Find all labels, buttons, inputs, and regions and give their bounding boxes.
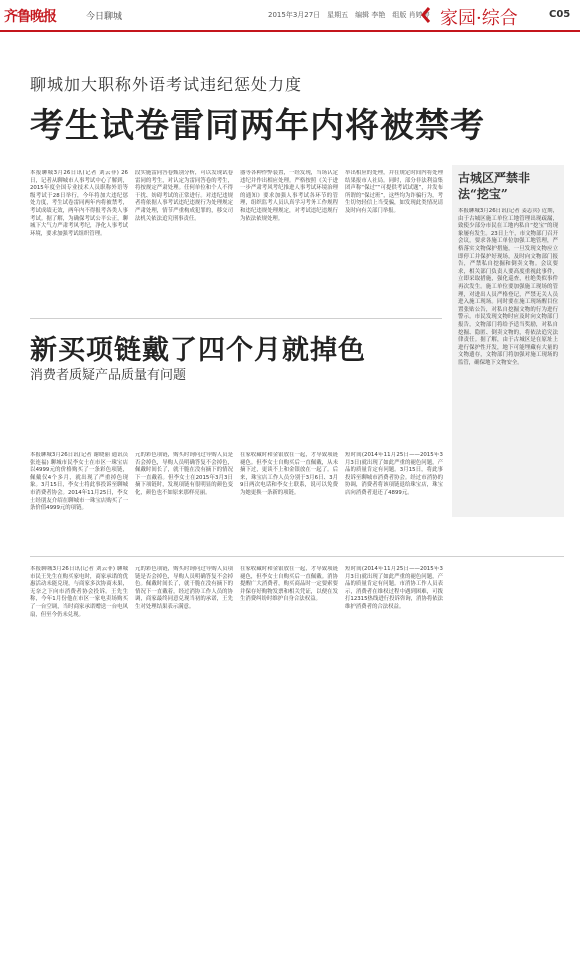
story2-subhead: 消费者质疑产品质量有问题 <box>30 368 187 383</box>
story2-column-4: 短时间(2014年11月25日——2015年3月3日)就出现了如此严重的褪色问题，产品的质量肯定有问题。3月15日，将此事投诉至聊城市消费者协会。经过市消协的协调，消费者将该项链退给珠宝店，珠宝店向消费者退还了4899元。 <box>345 452 443 496</box>
story1-column-2: 段实施雷同答卷甄别分析，可以发现试卷雷同的考生，对认定为雷同答卷的考生，将按规定严肃处理。任何单位和个人不得干扰、妨碍考试的正常进行。对违纪违规者将依据人事考试违纪违规行为处理规定严肃处理，情节严重构成犯罪的，移交司法机关依法追究刑事责任。 <box>135 170 233 222</box>
story1-column-1: 本报聊城3月26日讯(记者 刘云菲) 26日，记者从聊城市人事考试中心了解到，2015年度全国专业技术人员职称外语等级考试于28日举行，今年将加大违纪惩处力度，考生试卷雷同两年内将被禁考，考试成绩无效，两年内不得报考各类人事考试。据了解，为确保考试公平公正，聊城下大气力严肃考风考纪，净化人事考试环境，要求加强考试组织管理。 <box>30 170 128 237</box>
story1-column-3: 器等各种作弊装置，一经发现，当场认定违纪并作出相应处理。严格按照《关于进一步严肃考风考纪推进人事考试环境治理的通知》要求加强人事考试各环节的管理，组织监考人员认真学习考务工作规程和违纪违规处理规定，对考试违纪违规行为依法依规处理。 <box>240 170 338 222</box>
story1-headline: 考生试卷雷同两年内将被禁考 <box>30 106 485 146</box>
story2-column-1: 本报聊城3月26日讯(记者 谢晓丽 通讯员 张连福) 聊城市民李女士在市区一珠宝店以4999元的价格购买了一条彩色项链，佩戴仅4个多月，就出现了严重掉色现象。3月15日，李女士将此事投诉至聊城市消费者协会。2014年11月25日，李女士经朋友介绍在聊城市一珠宝店购买了一条价值4999元的项链。 <box>30 452 128 512</box>
sidebar-text: 本报聊城3月26日讯(记者 姜志宾) 近期，由于古城区施工单位工地管理出现疏漏，致使少部分市民在工地内私自“挖宝”的现象屡有发生。23日上午，市文物部门召开会议，要求各施工单位加强工地管理，严格落实文物保护措施，一旦发现文物应立即停工并保护好现场，及时向文物部门报告，严禁私自挖掘和倒卖文物。会议要求，相关部门负责人要高度重视此事件，立即采取措施，强化巡查，杜绝类似事件再次发生。施工单位要加强施工现场的管理，对进出人员严格登记，严禁无关人员进入施工现场。同时要在施工现场醒目位置张贴公告，对私自挖掘文物的行为进行警示。市民发现文物时应及时向文物部门报告，文物部门将给予适当奖励，对私自挖掘、隐匿、倒卖文物的，将依法追究法律责任。据了解，由于古城区是在原址上进行保护性开发，地下可能埋藏有大量的文物遗存，文物部门将加强对施工现场的监管，确保地下文物安全。 <box>458 208 558 366</box>
newspaper-logo: 齐鲁晚报 <box>4 9 56 25</box>
newspaper-logo-sub: 今日聊城 <box>86 12 123 22</box>
dateline: 2015年3月27日 星期五 编辑 李艳 组版 肖婷婷 <box>268 11 430 19</box>
story3-column-1: 本报聊城3月26日讯(记者 刘云菲) 聊城市民王先生在购买家电时，商家承诺的优惠活动未能兑现，与商家多次协商未果，无奈之下向市消费者协会投诉。王先生称，今年1月份他在市区一家电卖场购买了一台空调，当时商家承诺赠送一台电风扇，但至今仍未兑现。 <box>30 566 128 618</box>
story3-column-4: 短时间(2014年11月25日——2015年3月3日)就出现了如此严重的褪色问题，产品的质量肯定有问题。市消协工作人员表示，消费者在维权过程中遇到困难，可拨打12315热线进行投诉咨询，消协将依法维护消费者的合法权益。 <box>345 566 443 610</box>
story2-headline: 新买项链戴了四个月就掉色 <box>30 335 366 366</box>
story1-column-4: 举出相应的处理，并在规定时间内将处理结果报市人社局。同时，部分非法利益集团声称“保过”“可提供考试试题”，并发布所谓的“保过班”，这些均为诈骗行为，考生切勿轻信上当受骗，如发现此类情况请及时向有关部门举报。 <box>345 170 443 214</box>
sidebar-title: 古城区严禁非法“挖宝” <box>458 171 531 201</box>
section-title: 家园·综合 <box>440 8 518 29</box>
masthead-divider <box>0 30 580 32</box>
story3-column-2: 元的彩色项链，购买时询问过导购人员项链是否会掉色，导购人员明确答复不会掉色。佩戴时间长了，就干脆在没有摘下的情况下一直戴着，经过消协工作人员的协调，商家最终同意兑现当初的承诺，王先生对处理结果表示满意。 <box>135 566 233 610</box>
story-divider <box>30 318 442 319</box>
story-divider <box>30 556 564 557</box>
story2-column-3: 在家收藏时和金银放在一起，才导致项链褪色。但李女士自购买后一直佩戴，从未摘下过，更谈不上和金银放在一起了。后来，珠宝店工作人员分别于3月6日、3月9日两次电话和李女士联系，说可以免费为她更换一条新的项链。 <box>240 452 338 496</box>
story1-kicker: 聊城加大职称外语考试违纪惩处力度 <box>30 75 303 94</box>
section-mark-icon <box>420 6 436 24</box>
page-number: C05 <box>549 9 571 20</box>
story2-column-2: 元的彩色项链，购买时询问过导购人员是否会掉色，导购人员明确答复不会掉色，佩戴时间长了，就干脆在没有摘下的情况下一直戴着。但李女士在2015年3月3日摘下项链时，发现项链有很明显的颜色变化，颜色也不如原来那样亮丽。 <box>135 452 233 496</box>
story3-column-3: 在家收藏时和金银放在一起，才导致项链褪色，但李女士自购买后一直佩戴。消协提醒广大消费者，购买商品时一定要索要并保存好购物发票和相关凭证，以便在发生消费纠纷时维护自身合法权益。 <box>240 566 338 603</box>
